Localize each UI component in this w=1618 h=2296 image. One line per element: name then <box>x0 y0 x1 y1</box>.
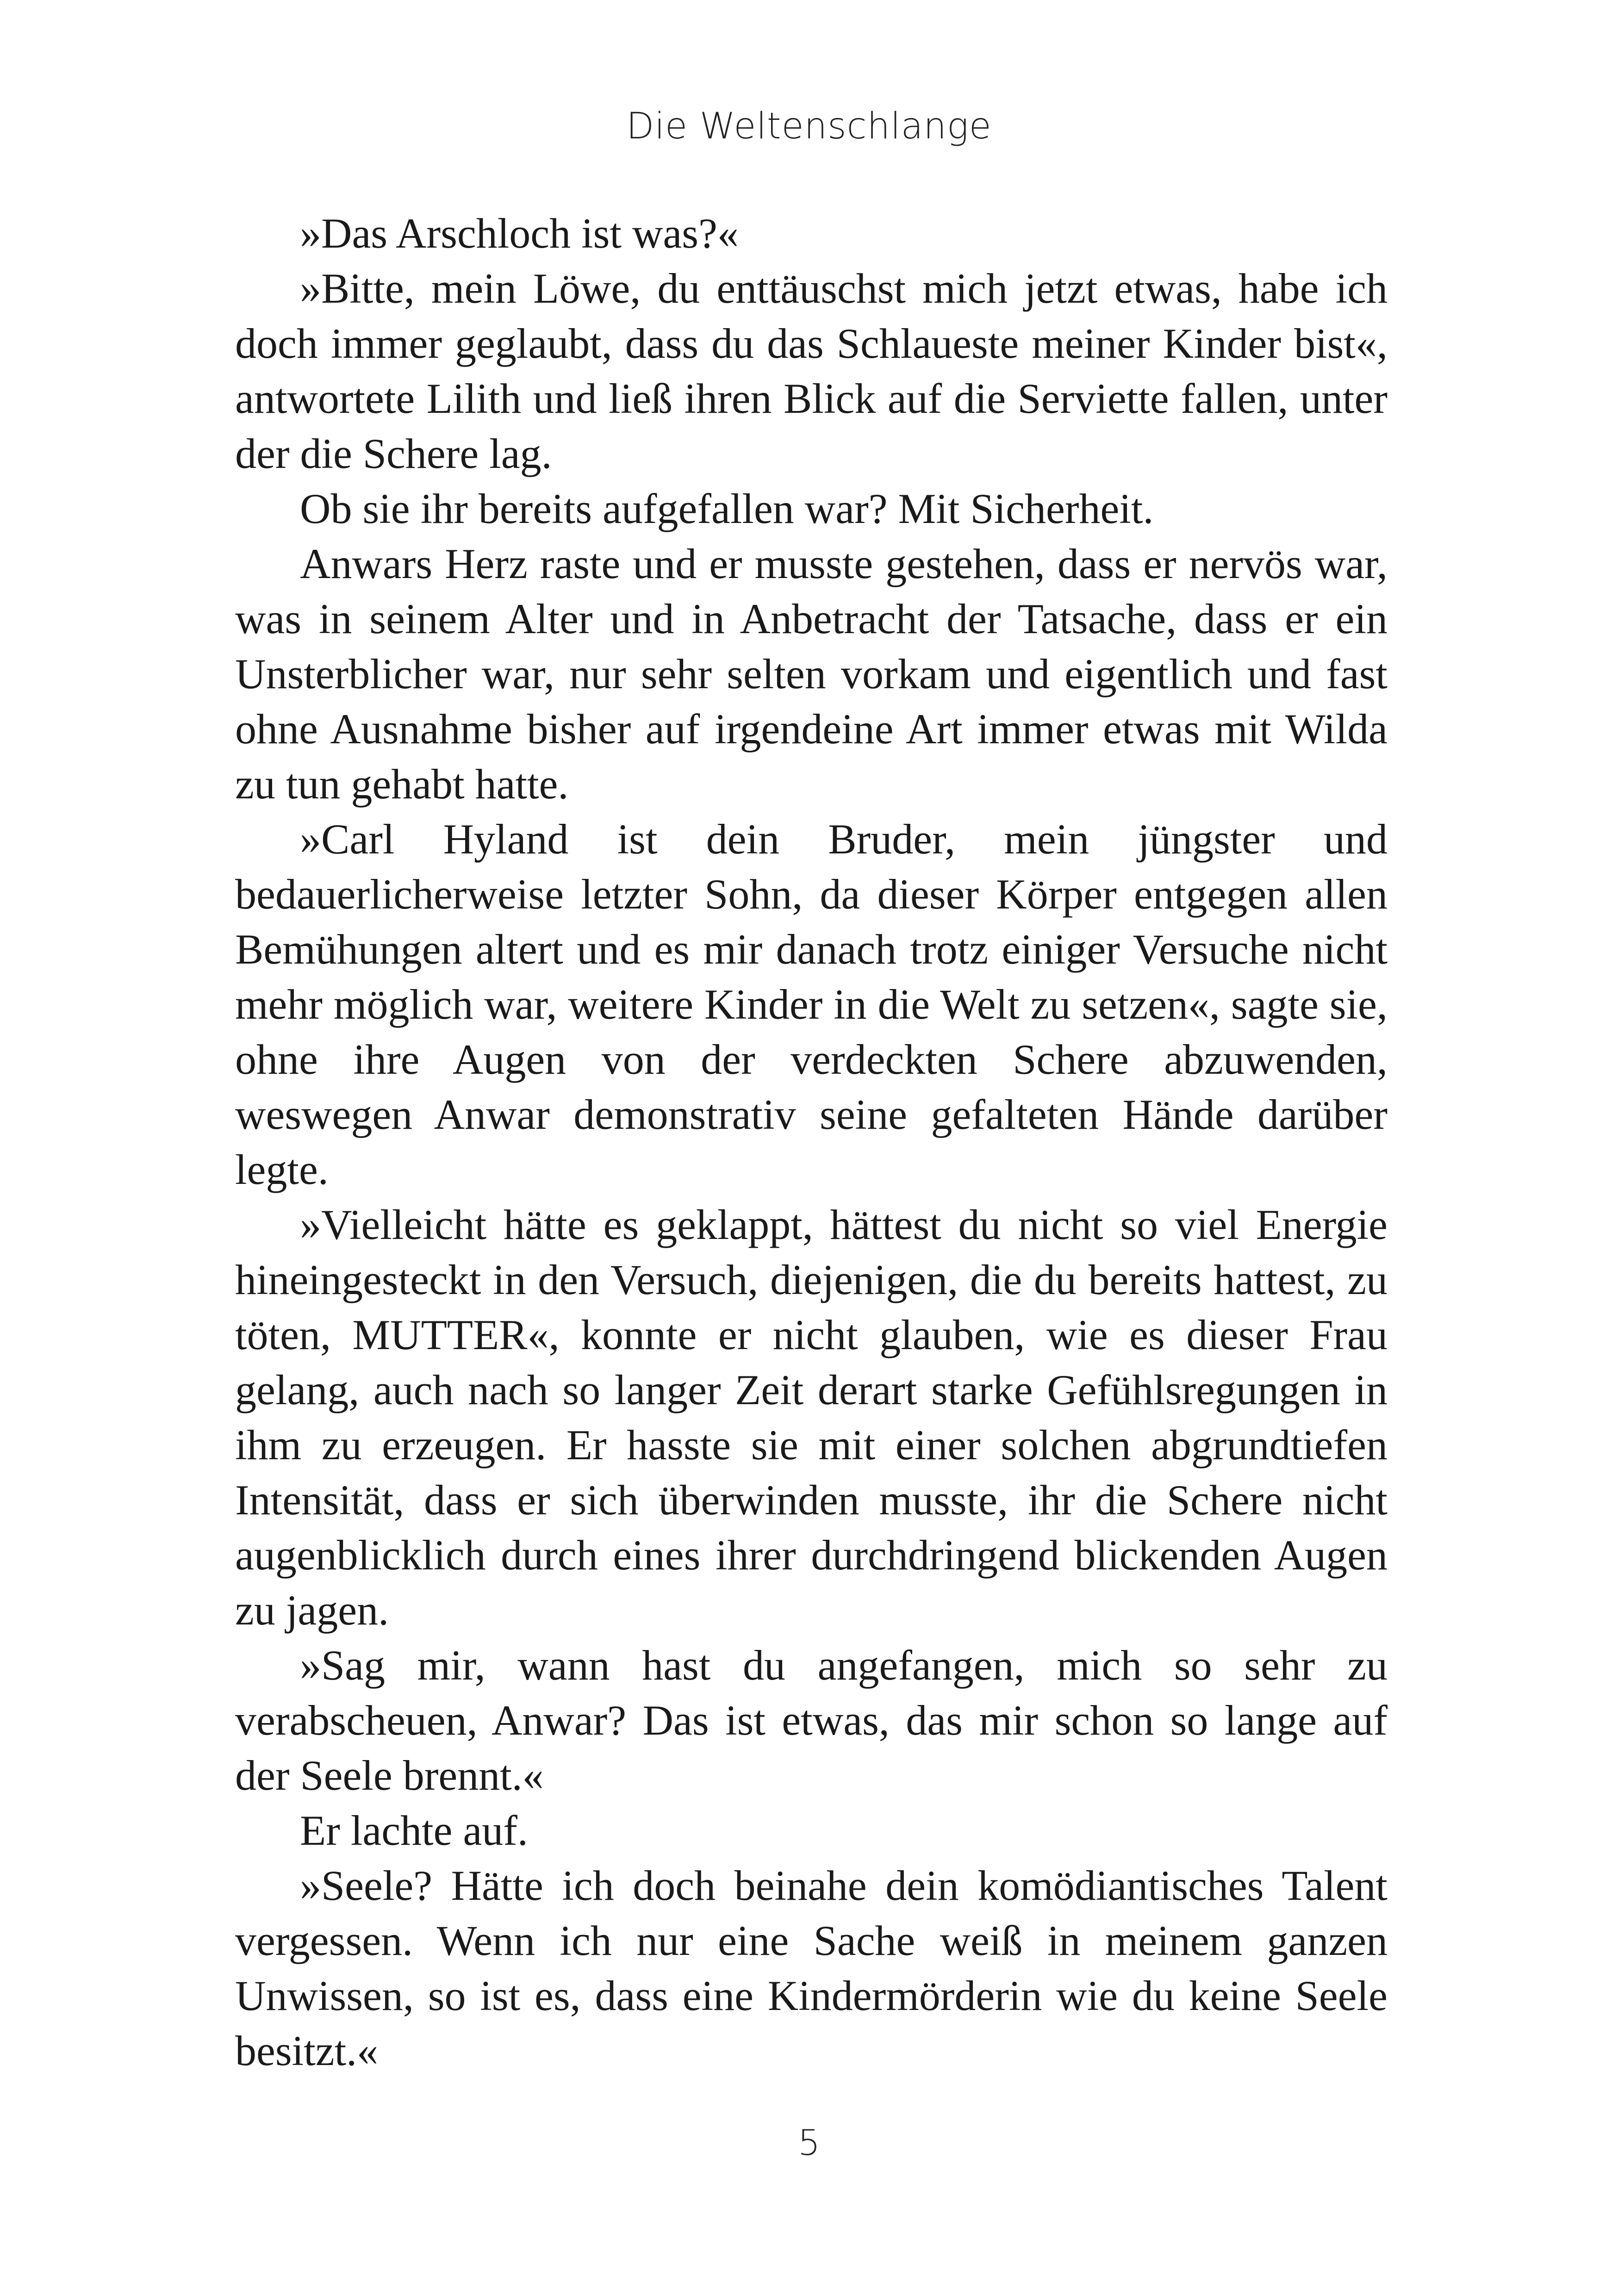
paragraph: »Das Arschloch ist was?« <box>300 210 739 257</box>
page-number: 5 <box>797 2122 821 2163</box>
body-text <box>235 206 1388 2078</box>
paragraph: »Vielleicht hätte es geklappt, hättest du nicht so viel Energie hineingesteckt in den Versuch, diejenigen, die du bereits hattest, zu töten, MUTTER«, konnte er nicht glauben, wie es dieser Frau gelang, auch nach so langer Zeit derart starke Gefühlsregungen in ihm zu erzeugen. Er hasste sie mit einer solchen abgrundtiefen Intensität, dass er sich überwinden musste, ihr die Schere nicht augenblicklich durch eines ihrer durchdringend blickenden Augen zu jagen. <box>235 1201 1388 1634</box>
paragraph: Ob sie ihr bereits aufgefallen war? Mit Sicherheit. <box>300 485 1154 532</box>
running-title: Die Weltenschlange <box>626 106 992 147</box>
paragraph: Er lachte auf. <box>300 1807 528 1854</box>
paragraph: »Bitte, mein Löwe, du enttäuschst mich jetzt etwas, habe ich doch immer geglaubt, dass du das Schlaueste meiner Kinder bist«, antwortete Lilith und ließ ihren Blick auf die Serviette fallen, unter der die Schere lag. <box>235 265 1388 477</box>
paragraph: Anwars Herz raste und er musste gestehen, dass er nervös war, was in seinem Alter und in Anbetracht der Tatsache, dass er ein Unsterblicher war, nur sehr selten vorkam und eigentlich und fast ohne Ausnahme bisher auf irgendeine Art immer etwas mit Wilda zu tun gehabt hatte. <box>235 540 1388 808</box>
paragraph: »Sag mir, wann hast du angefangen, mich so sehr zu verabscheuen, Anwar? Das ist etwas, das mir schon so lange auf der Seele brennt.« <box>235 1642 1388 1799</box>
paragraph: »Seele? Hätte ich doch beinahe dein komödiantisches Talent vergessen. Wenn ich nur eine Sache weiß in meinem ganzen Unwissen, so ist es, dass eine Kindermörderin wie du keine Seele besitzt.« <box>235 1862 1388 2074</box>
paragraph: »Carl Hyland ist dein Bruder, mein jüngster und bedauerlicherweise letzter Sohn, da dieser Körper entgegen allen Bemühungen altert und es mir danach trotz einiger Versuche nicht mehr möglich war, weitere Kinder in die Welt zu setzen«, sagte sie, ohne ihre Augen von der verdeckten Schere abzuwenden, weswegen Anwar demonstrativ seine gefalteten Hände darüber legte. <box>235 815 1388 1193</box>
